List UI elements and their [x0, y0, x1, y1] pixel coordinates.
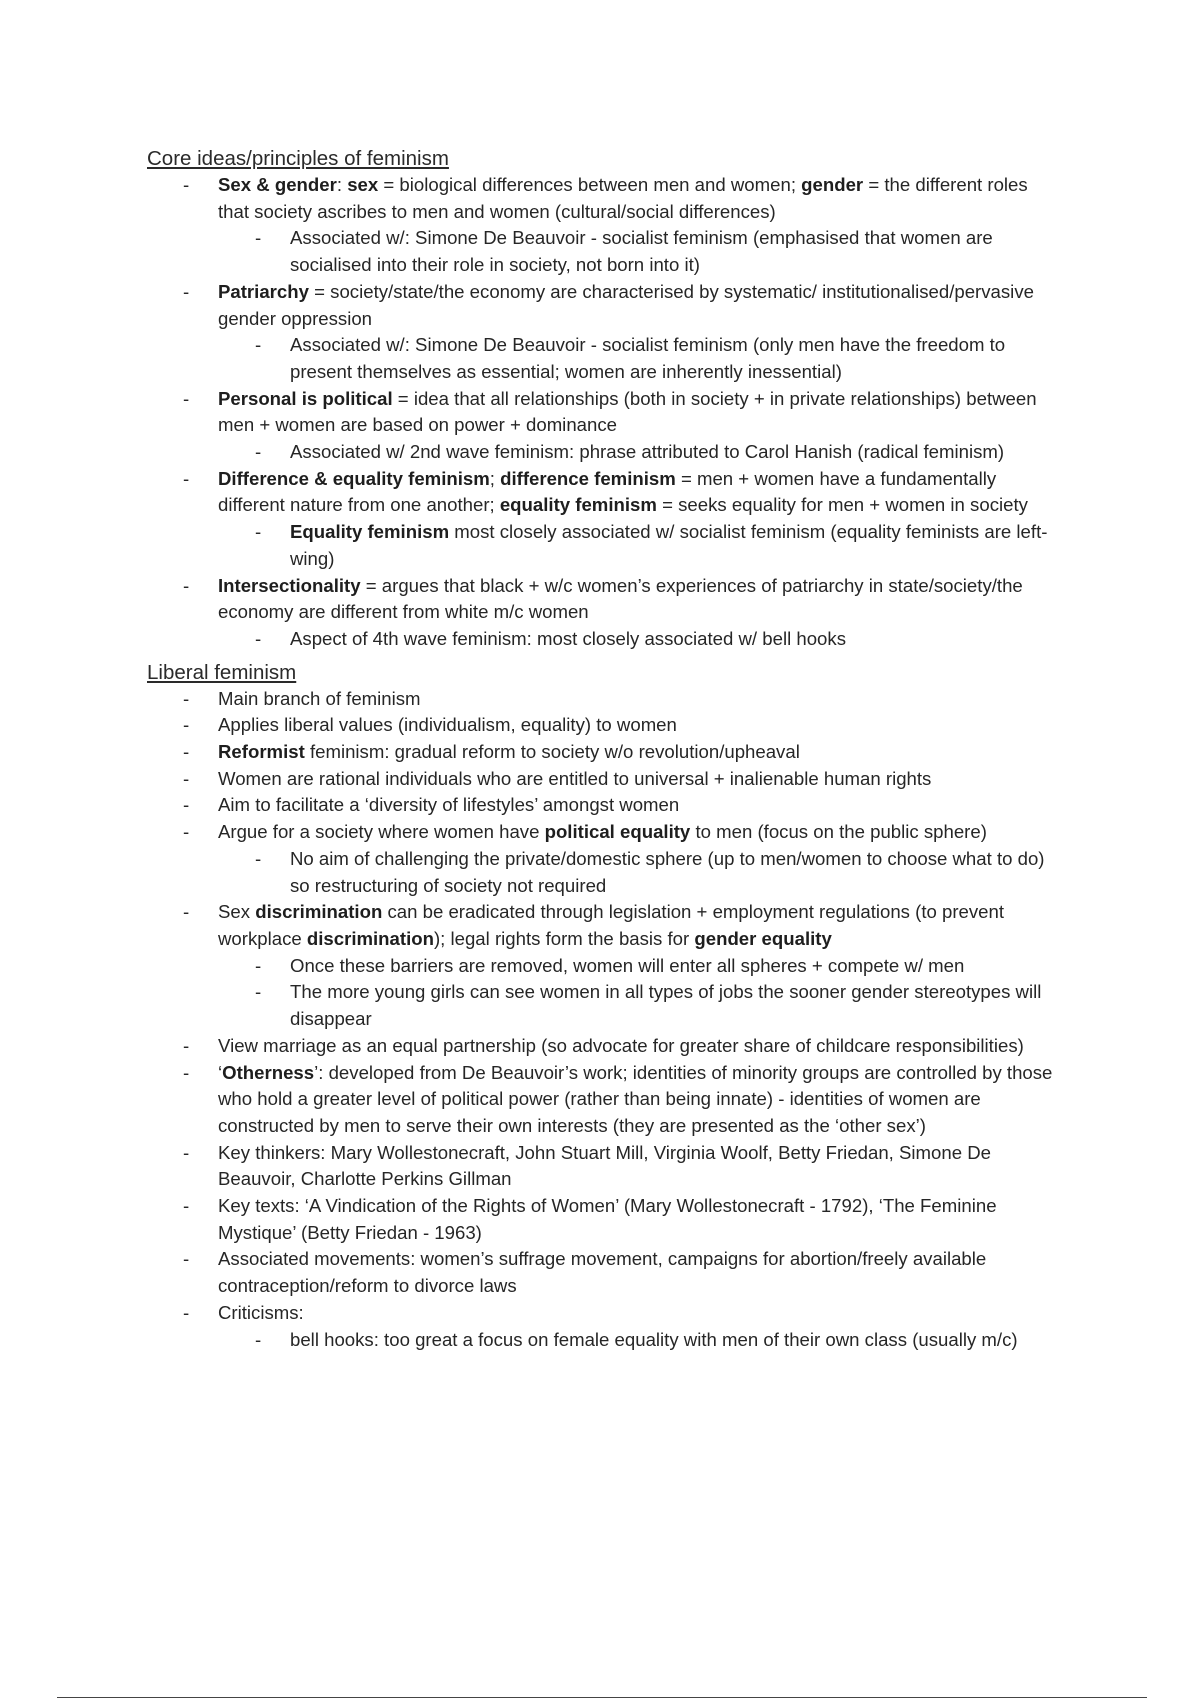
sub-item-private-sphere: - No aim of challenging the private/domestic sphere (up to men/women to choose what to do) so restructuring of society not required [147, 846, 1062, 899]
sub-item-sex-gender-association: - Associated w/: Simone De Beauvoir - socialist feminism (emphasised that women are socialised into their role in society, not born into it) [147, 225, 1062, 278]
sub-item-intersectionality-association: - Aspect of 4th wave feminism: most closely associated w/ bell hooks [147, 626, 1062, 653]
document-page [147, 145, 1062, 1353]
sub-item-patriarchy-association: - Associated w/: Simone De Beauvoir - socialist feminism (only men have the freedom to present themselves as essential; women are inherently inessential) [147, 332, 1062, 385]
list-item-key-texts: - Key texts: ‘A Vindication of the Rights of Women’ (Mary Wollestonecraft - 1792), ‘The Feminine Mystique’ (Betty Friedan - 1963) [147, 1193, 1062, 1246]
liberal-feminism-list [147, 686, 1062, 1354]
list-item-diversity-of-lifestyles: - Aim to facilitate a ‘diversity of lifestyles’ amongst women [147, 792, 1062, 819]
sub-item-bell-hooks-criticism: - bell hooks: too great a focus on female equality with men of their own class (usually m/c) [147, 1327, 1062, 1354]
list-item-difference-equality: - Difference & equality feminism; difference feminism = men + women have a fundamentally different nature from one another; equality feminism = seeks equality for men + women in society [147, 466, 1062, 519]
list-item-applies-liberal-values: - Applies liberal values (individualism, equality) to women [147, 712, 1062, 739]
list-item-associated-movements: - Associated movements: women’s suffrage movement, campaigns for abortion/freely available contraception/reform to divorce laws [147, 1246, 1062, 1299]
list-item-key-thinkers: - Key thinkers: Mary Wollestonecraft, John Stuart Mill, Virginia Woolf, Betty Friedan, Simone De Beauvoir, Charlotte Perkins Gillman [147, 1140, 1062, 1193]
core-ideas-list [147, 172, 1062, 653]
list-item-intersectionality: - Intersectionality = argues that black + w/c women’s experiences of patriarchy in state/society/the economy are different from white m/c women [147, 573, 1062, 626]
list-item-reformist: - Reformist feminism: gradual reform to society w/o revolution/upheaval [147, 739, 1062, 766]
sub-item-young-girls: - The more young girls can see women in all types of jobs the sooner gender stereotypes will disappear [147, 979, 1062, 1032]
page-bottom-rule [57, 1697, 1147, 1698]
list-item-marriage: - View marriage as an equal partnership (so advocate for greater share of childcare responsibilities) [147, 1033, 1062, 1060]
list-item-sex-discrimination: - Sex discrimination can be eradicated through legislation + employment regulations (to prevent workplace discrimination); legal rights form the basis for gender equality [147, 899, 1062, 952]
list-item-patriarchy: - Patriarchy = society/state/the economy are characterised by systematic/ institutionalised/pervasive gender oppression [147, 279, 1062, 332]
list-item-personal-is-political: - Personal is political = idea that all relationships (both in society + in private relationships) between men + women are based on power + dominance [147, 386, 1062, 439]
list-item-sex-gender: - Sex & gender: sex = biological differences between men and women; gender = the different roles that society ascribes to men and women (cultural/social differences) [147, 172, 1062, 225]
sub-item-personal-political-association: - Associated w/ 2nd wave feminism: phrase attributed to Carol Hanish (radical feminism) [147, 439, 1062, 466]
list-item-rational-individuals: - Women are rational individuals who are entitled to universal + inalienable human rights [147, 766, 1062, 793]
section-heading-liberal-feminism: Liberal feminism [147, 660, 297, 684]
sub-item-equality-feminism: - Equality feminism most closely associated w/ socialist feminism (equality feminists are left-wing) [147, 519, 1062, 572]
list-item-criticisms: - Criticisms: [147, 1300, 1062, 1327]
section-heading-core-ideas: Core ideas/principles of feminism [147, 147, 449, 170]
list-item-main-branch: - Main branch of feminism [147, 686, 1062, 713]
list-item-political-equality: - Argue for a society where women have political equality to men (focus on the public sphere) [147, 819, 1062, 846]
sub-item-barriers-removed: - Once these barriers are removed, women will enter all spheres + compete w/ men [147, 953, 1062, 980]
list-item-otherness: - ‘Otherness’: developed from De Beauvoir’s work; identities of minority groups are controlled by those who hold a greater level of political power (rather than being innate) - identities of women are constructed by men to serve their own interests (they are presented as the ‘other sex’) [147, 1060, 1062, 1140]
